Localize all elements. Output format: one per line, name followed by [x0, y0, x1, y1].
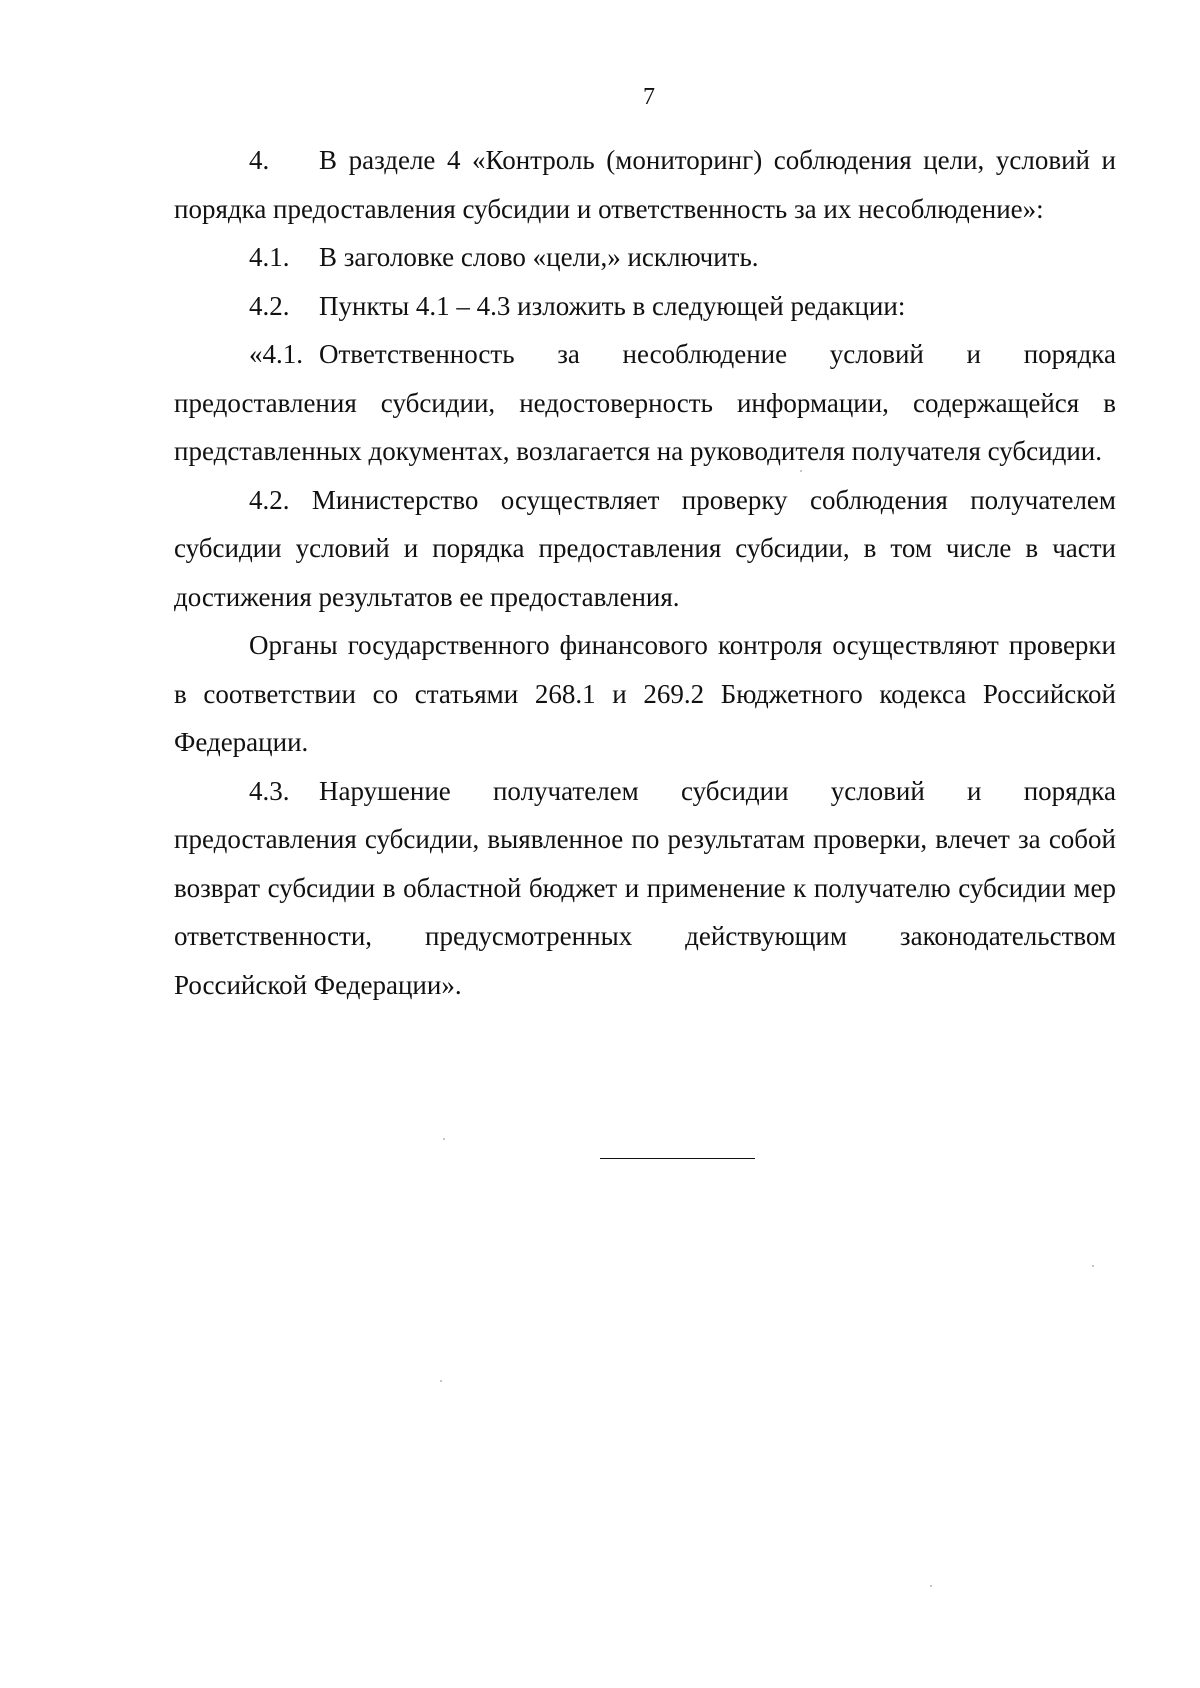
paragraph-number: 4.1.	[249, 242, 290, 272]
paragraph-new-4-3	[174, 767, 1116, 1010]
document-body	[174, 136, 1116, 1009]
paragraph-new-4-2	[174, 476, 1116, 622]
paragraph-4-2	[174, 282, 1116, 331]
scan-speck	[930, 1585, 932, 1587]
scan-speck	[443, 1138, 445, 1140]
paragraph-text: Пункты 4.1 – 4.3 изложить в следующей редакции:	[319, 290, 906, 321]
paragraph-4-1	[174, 233, 1116, 282]
paragraph-number: 4.3.	[249, 775, 290, 806]
scan-speck	[800, 470, 802, 472]
paragraph-text: 4.2. Министерство осуществляет проверку соблюдения получателем субсидии условий и порядка предоставления субсидии, в том числе в части достижения результатов ее предоставления.	[174, 484, 1116, 612]
paragraph-text: В заголовке слово «цели,» исключить.	[319, 242, 759, 272]
paragraph-section-4	[174, 136, 1116, 233]
paragraph-number: 4.2.	[249, 290, 290, 321]
paragraph-number: 4.	[249, 145, 270, 175]
paragraph-number: «4.1.	[249, 339, 303, 369]
paragraph-text: Ответственность за несоблюдение условий и порядка предоставления субсидии, недостоверность информации, содержащейся в представленных документах, возлагается на руководителя получателя субсидии.	[174, 339, 1116, 466]
scan-speck	[440, 1380, 442, 1382]
paragraph-text: Органы государственного финансового контроля осуществляют проверки в соответствии со статьями 268.1 и 269.2 Бюджетного кодекса Российской Федерации.	[174, 630, 1116, 757]
end-of-text-rule	[600, 1158, 755, 1159]
paragraph-text: В разделе 4 «Контроль (мониторинг) соблюдения цели, условий и порядка предоставления субсидии и ответственность за их несоблюдение»:	[174, 145, 1116, 224]
paragraph-state-control	[174, 621, 1116, 767]
scan-speck	[1092, 1265, 1094, 1267]
paragraph-text: Нарушение получателем субсидии условий и порядка предоставления субсидии, выявленное по результатам проверки, влечет за собой возврат субсидии в областной бюджет и применение к получателю субсидии мер ответственности, предусмотренных действующим законодательством Российской Федерации».	[174, 775, 1116, 1000]
page-number: 7	[643, 84, 655, 110]
paragraph-new-4-1	[174, 330, 1116, 476]
